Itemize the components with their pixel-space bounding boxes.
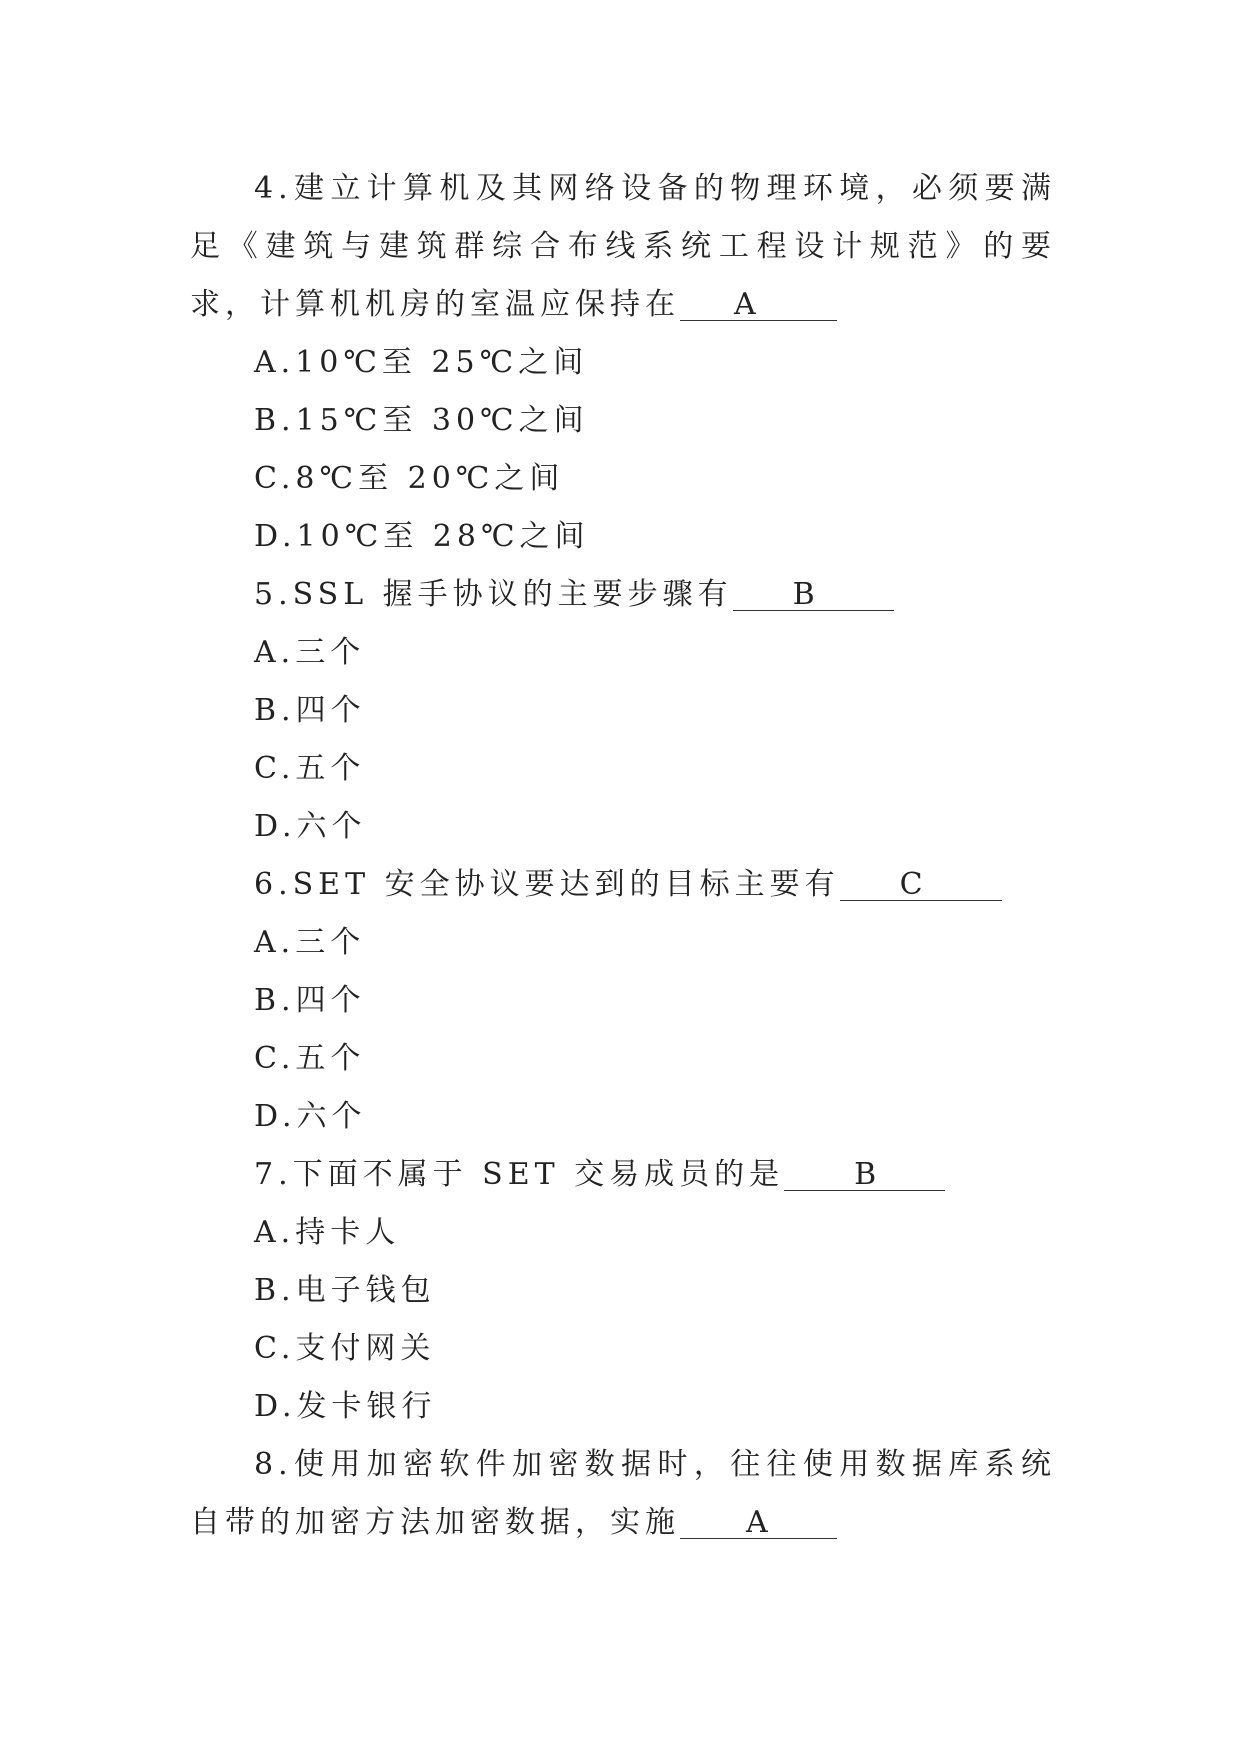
answer-letter: A [746, 1505, 773, 1540]
answer-blank [840, 867, 1002, 902]
answer-letter: B [792, 577, 820, 612]
option: C.8℃至 20℃之间 [254, 461, 565, 496]
answer-letter: C [899, 867, 928, 902]
question-8-stem: 8.使用加密软件加密数据时，往往使用数据库系统自带的加密方法加密数据，实施 A [190, 1447, 1056, 1540]
option: C.支付网关 [254, 1331, 436, 1366]
answer-blank [784, 1157, 945, 1192]
option: B.四个 [254, 983, 366, 1018]
option: C.五个 [254, 751, 366, 786]
option: B.电子钱包 [254, 1273, 436, 1308]
answer-letter: B [854, 1157, 882, 1192]
option: D.发卡银行 [254, 1389, 437, 1424]
question-4-stem: 4.建立计算机及其网络设备的物理环境，必须要满足《建筑与建筑群综合布线系统工程设计规范》的要求，计算机机房的室温应保持在 A [190, 171, 1056, 322]
question-6-stem: 6.SET 安全协议要达到的目标主要有 C [190, 856, 1056, 914]
question-5-stem: 5.SSL 握手协议的主要步骤有 B [190, 566, 1056, 624]
option: A.三个 [254, 925, 366, 960]
option: C.五个 [254, 1041, 366, 1076]
option: B.四个 [254, 693, 366, 728]
option: D.六个 [254, 1099, 367, 1134]
answer-letter: A [734, 287, 761, 322]
option: A.10℃至 25℃之间 [254, 345, 589, 380]
question-list [190, 160, 1056, 1552]
answer-blank [680, 287, 837, 322]
option: D.10℃至 28℃之间 [254, 519, 590, 554]
answer-blank [733, 577, 894, 612]
question-7-stem: 7.下面不属于 SET 交易成员的是 B [190, 1146, 1056, 1204]
option: A.三个 [254, 635, 366, 670]
answer-blank [680, 1505, 837, 1540]
option: A.持卡人 [254, 1215, 401, 1250]
option: B.15℃至 30℃之间 [254, 403, 589, 438]
option: D.六个 [254, 809, 367, 844]
